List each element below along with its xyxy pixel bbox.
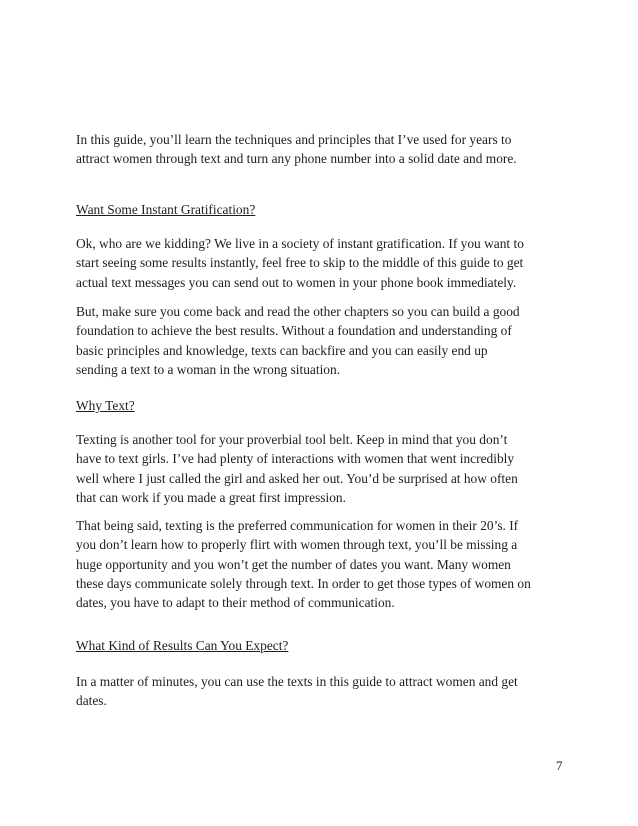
text-line: But, make sure you come back and read the other chapters so you can build a good — [76, 304, 520, 319]
text-line: start seeing some results instantly, feel free to skip to the middle of this guide to get — [76, 255, 524, 271]
text-line: huge opportunity and you won’t get the number of dates you want. Many women — [76, 556, 511, 572]
text-line: In this guide, you’ll learn the techniques and principles that I’ve used for years to — [76, 132, 512, 147]
text-line: these days communicate solely through text. In order to get those types of women on — [76, 575, 531, 591]
section-heading-why-text: Why Text? — [76, 398, 135, 413]
section-heading-results: What Kind of Results Can You Expect? — [76, 638, 289, 653]
text-line: Texting is another tool for your proverbial tool belt. Keep in mind that you don’t — [76, 432, 508, 447]
instant-paragraph-2 — [76, 302, 576, 379]
text-line: actual text messages you can send out to women in your phone book immediately. — [76, 274, 517, 290]
text-line: That being said, texting is the preferred communication for women in their 20’s. If — [76, 518, 519, 533]
text-line: well where I just called the girl and asked her out. You’d be surprised at how often — [76, 470, 518, 486]
text-line: basic principles and knowledge, texts can backfire and you can easily end up — [76, 342, 488, 358]
page-number: 7 — [556, 758, 563, 773]
why-paragraph-1 — [76, 430, 576, 507]
text-line: attract women through text and turn any phone number into a solid date and more. — [76, 151, 517, 167]
text-line: foundation to achieve the best results. Without a foundation and understanding of — [76, 323, 512, 339]
text-line: you don’t learn how to properly flirt with women through text, you’ll be missing a — [76, 537, 518, 553]
results-paragraph-1 — [76, 672, 576, 711]
text-line: sending a text to a woman in the wrong situation. — [76, 361, 341, 377]
intro-paragraph — [76, 130, 576, 169]
text-line: Ok, who are we kidding? We live in a society of instant gratification. If you want to — [76, 236, 524, 251]
why-paragraph-2 — [76, 516, 576, 612]
text-line: have to text girls. I’ve had plenty of interactions with women that went incredibly — [76, 451, 515, 467]
instant-paragraph-1 — [76, 234, 576, 292]
text-line: In a matter of minutes, you can use the texts in this guide to attract women and get — [76, 674, 518, 689]
text-line: dates, you have to adapt to their method of communication. — [76, 595, 395, 611]
text-line: that can work if you made a great first impression. — [76, 489, 346, 505]
text-line: dates. — [76, 693, 107, 709]
section-heading-instant-gratification: Want Some Instant Gratification? — [76, 202, 256, 217]
